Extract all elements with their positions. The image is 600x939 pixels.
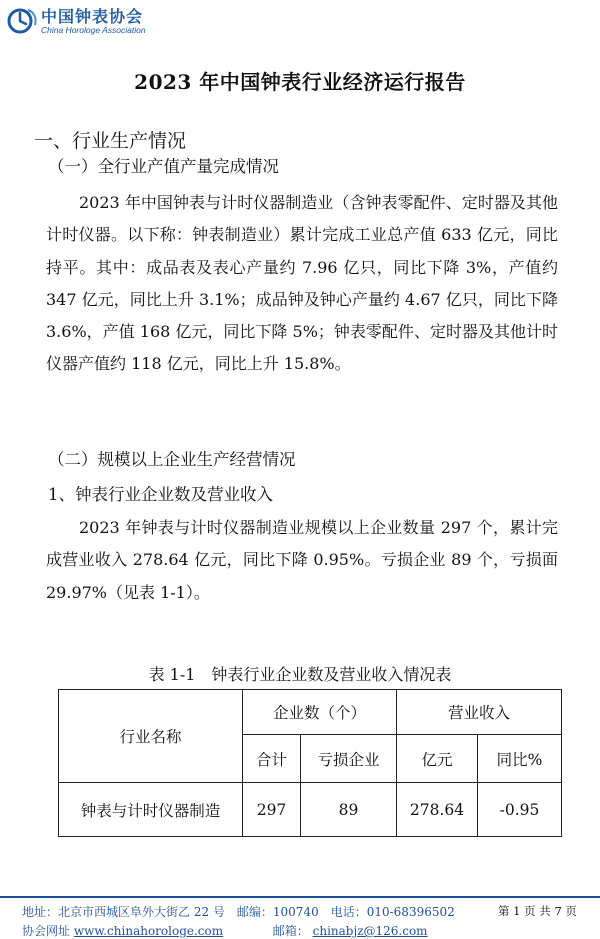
- header-yoy: 同比%: [478, 735, 562, 783]
- cell-industry-name: 钟表与计时仪器制造: [59, 783, 243, 837]
- paragraph-revenue: 2023 年钟表与计时仪器制造业规模以上企业数量 297 个，累计完成营业收入 278.64 亿元，同比下降 0.95%。亏损企业 89 个，亏损面 29.97%（见表 1-1）。: [46, 518, 558, 602]
- cell-loss: 89: [301, 783, 397, 837]
- paragraph-output: 2023 年中国钟表与计时仪器制造业（含钟表零配件、定时器及其他计时仪器。以下称：钟表制造业）累计完成工业总产值 633 亿元，同比持平。其中：成品表及表心产量约 7.96 亿只，同比下降 3%，产值约 347 亿元，同比上升 3.1%；成品钟及钟心产量约 4.67 亿只，同比下降 3.6%，产值 168 亿元，同比下降 5%；钟表零配件、定时器及其他计时仪器产值约 118 亿元，同比上升 15.8%。: [46, 193, 558, 374]
- revenue-table: [58, 689, 562, 837]
- header-industry-name: 行业名称: [59, 690, 243, 783]
- association-logo: [6, 6, 146, 36]
- header-total: 合计: [243, 735, 301, 783]
- footer-divider: [0, 896, 600, 898]
- cell-total: 297: [243, 783, 301, 837]
- subsection-heading-revenue: 1、钟表行业企业数及营业收入: [48, 485, 273, 504]
- header-revenue-yuan: 亿元: [397, 735, 478, 783]
- email-link[interactable]: chinabjz@126.com: [312, 924, 428, 938]
- report-title: 2023 年中国钟表行业经济运行报告: [134, 70, 466, 94]
- email-label: 邮箱：: [272, 924, 309, 938]
- logo-chinese-name: 中国钟表协会: [41, 6, 144, 26]
- footer-contacts: [22, 922, 428, 939]
- table-row: [59, 783, 562, 837]
- footer-address: 地址：北京市西城区阜外大街乙 22 号 邮编：100740 电话：010-68396502: [22, 905, 455, 919]
- subsection-heading-output: （一）全行业产值产量完成情况: [48, 157, 279, 176]
- website-label: 协会网址: [22, 924, 71, 938]
- logo-emblem-icon: [6, 6, 38, 36]
- cell-yoy: -0.95: [478, 783, 562, 837]
- logo-english-name: China Horologe Association: [41, 24, 146, 35]
- subsection-heading-enterprises: （二）规模以上企业生产经营情况: [48, 450, 296, 469]
- cell-revenue: 278.64: [397, 783, 478, 837]
- section-heading-production: 一、行业生产情况: [34, 130, 187, 152]
- header-loss-enterprises: 亏损企业: [301, 735, 397, 783]
- header-enterprise-count: 企业数（个）: [243, 690, 397, 735]
- page-number: 第 1 页 共 7 页: [498, 904, 577, 918]
- header-operating-revenue: 营业收入: [397, 690, 562, 735]
- website-link[interactable]: www.chinahorologe.com: [73, 924, 224, 938]
- table-caption: 表 1-1 钟表行业企业数及营业收入情况表: [148, 665, 452, 684]
